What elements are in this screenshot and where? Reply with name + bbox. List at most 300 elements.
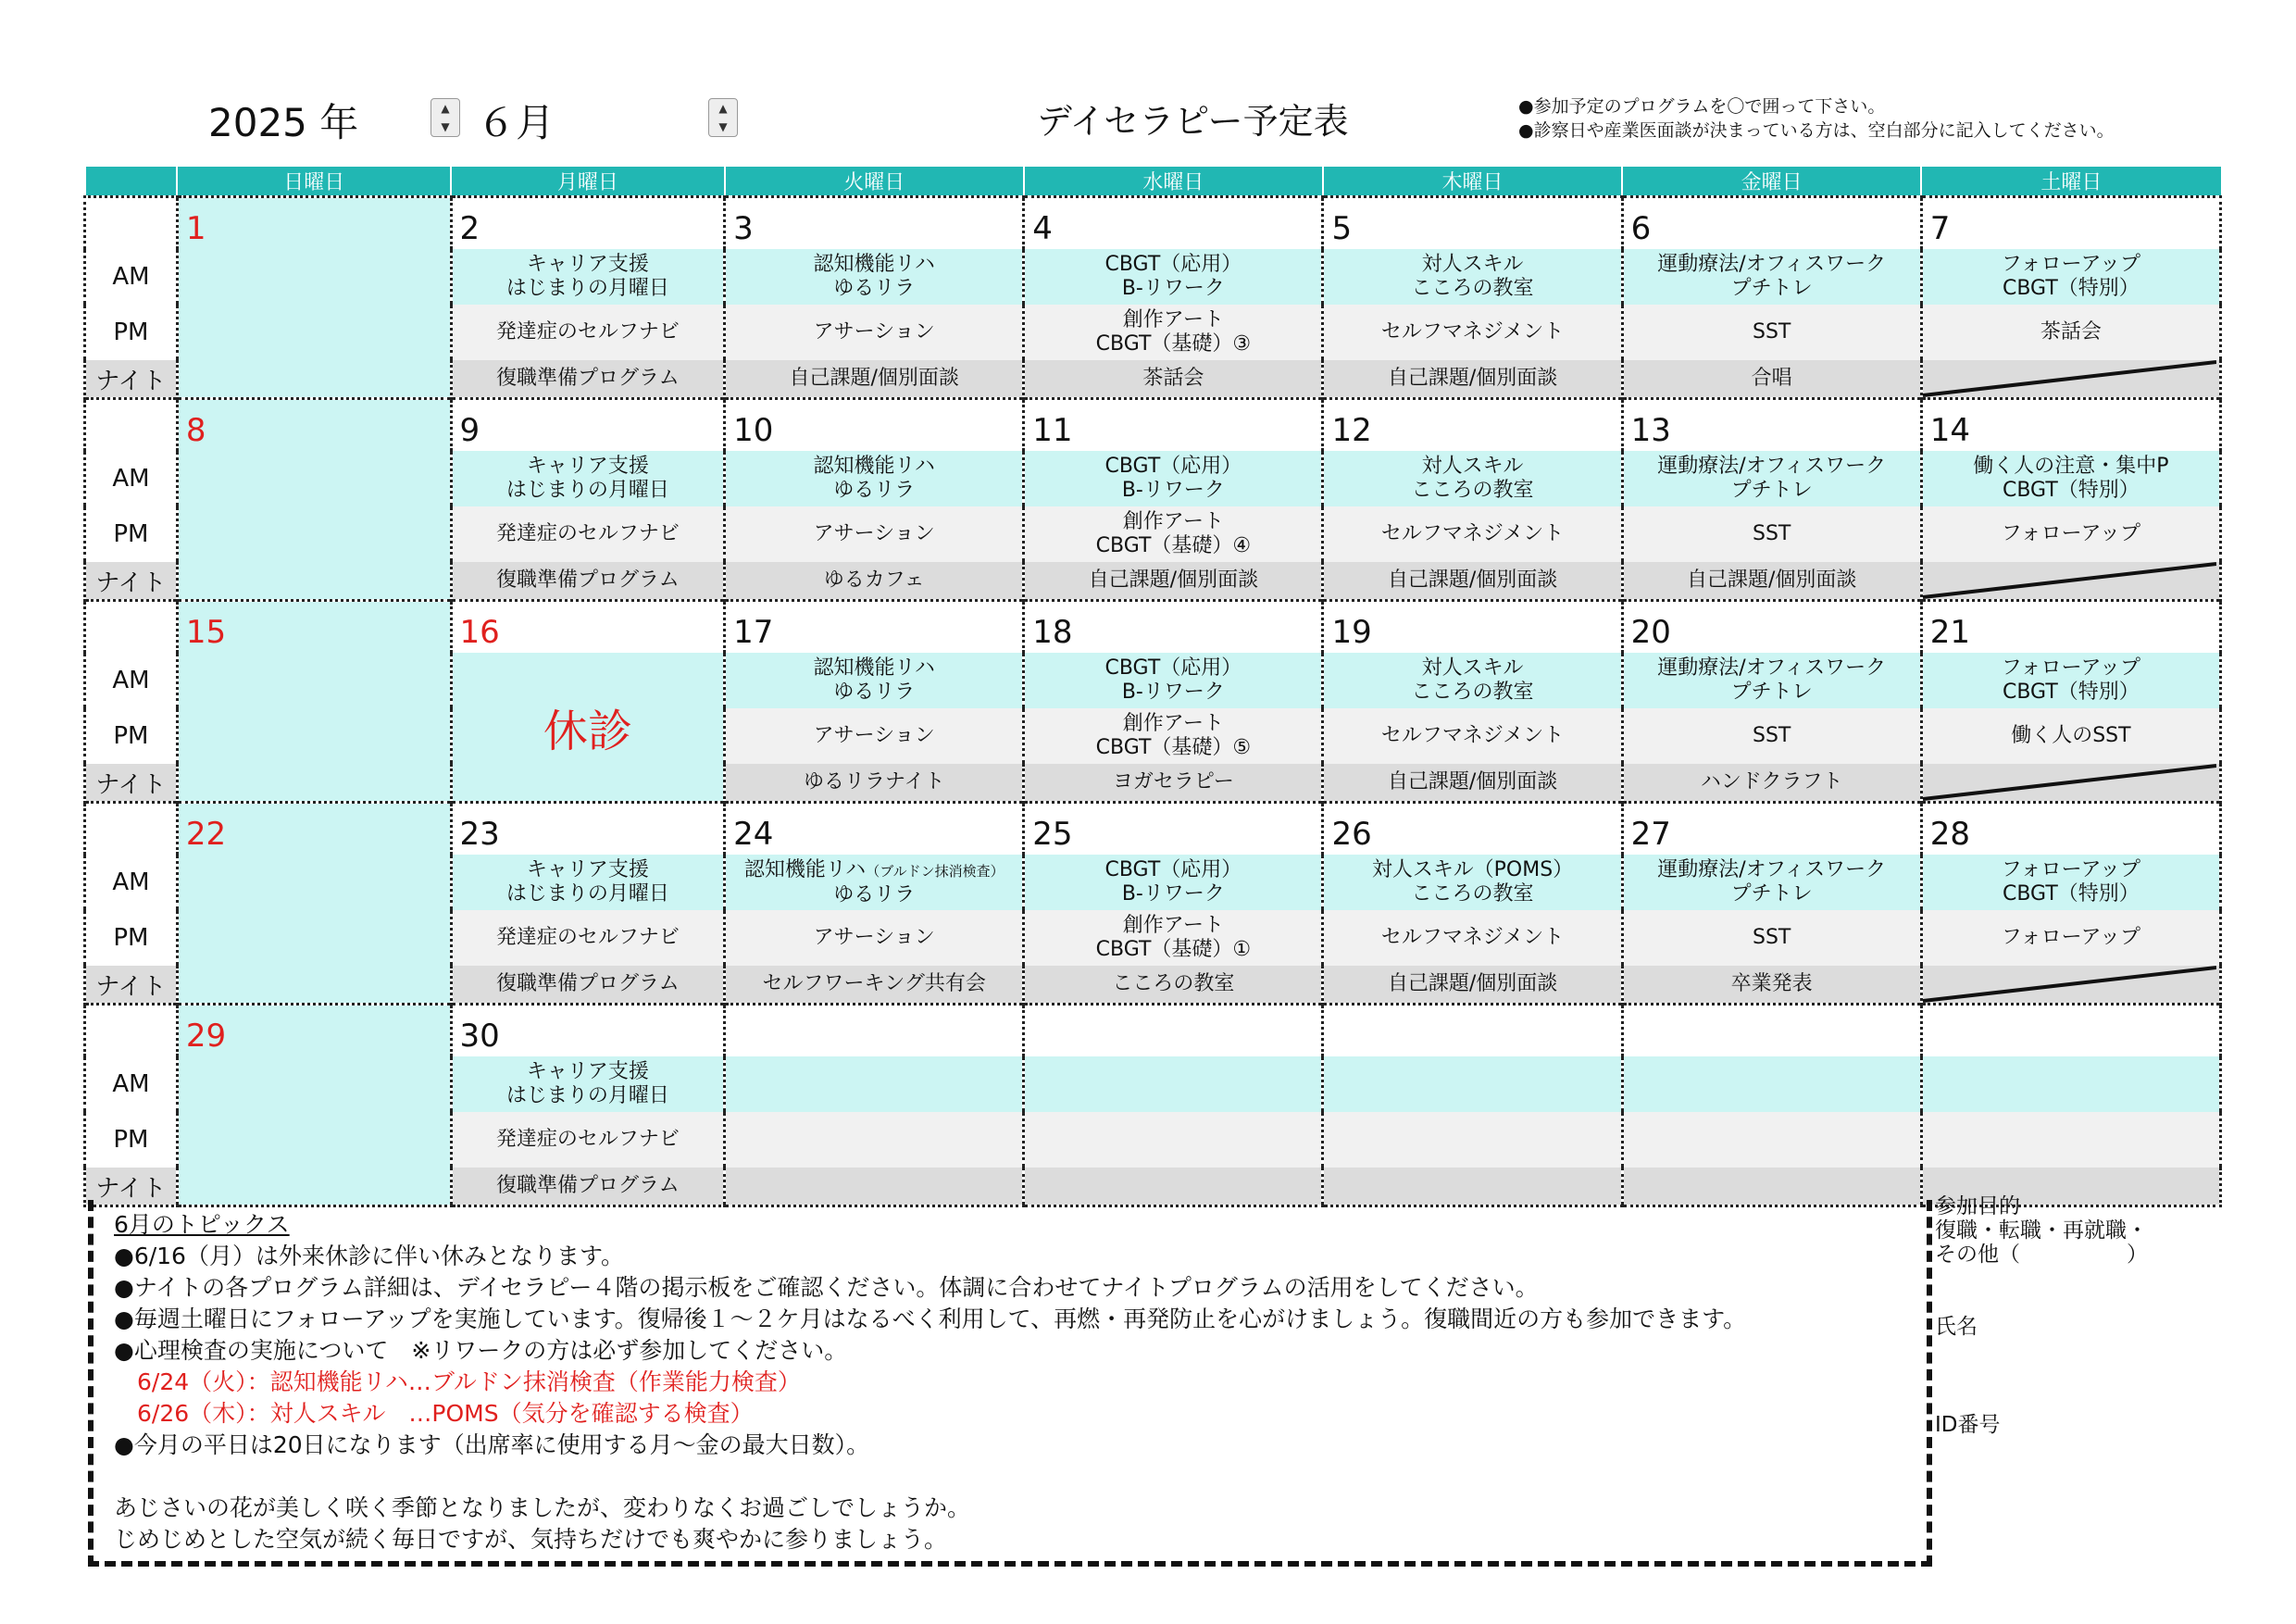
date-number: 22 — [185, 816, 227, 853]
program-cell[interactable] — [1622, 708, 1921, 764]
program-cell[interactable] — [1024, 653, 1323, 708]
program-line: SST — [1753, 926, 1791, 949]
purpose-label: 参加目的 — [1935, 1194, 2020, 1218]
weekday-header: 金曜日 — [1622, 167, 1921, 197]
am-row — [85, 451, 2221, 506]
date-cell — [1323, 399, 1622, 452]
row-label: PM — [85, 1112, 178, 1168]
program-line: 認知機能リハ — [743, 857, 867, 881]
date-number: 8 — [185, 412, 206, 449]
program-cell[interactable] — [725, 966, 1024, 1005]
program-cell[interactable] — [1622, 249, 1921, 305]
program-cell[interactable] — [1921, 910, 2220, 966]
program-cell[interactable] — [1024, 249, 1323, 305]
date-cell — [1024, 399, 1323, 452]
program-cell[interactable] — [1024, 305, 1323, 360]
program-cell[interactable] — [725, 910, 1024, 966]
program-cell[interactable] — [1921, 249, 2220, 305]
program-line: 認知機能リハ — [813, 656, 935, 680]
program-line: 認知機能リハ — [813, 455, 935, 478]
program-cell[interactable] — [1622, 360, 1921, 399]
program-cell[interactable] — [1024, 1112, 1323, 1168]
date-number: 4 — [1032, 210, 1053, 247]
header-blank — [85, 167, 178, 197]
program-line: こころの教室 — [1411, 277, 1534, 300]
program-line: 自己課題/個別面談 — [1686, 568, 1857, 592]
program-line: 茶話会 — [1142, 367, 1204, 390]
program-cell[interactable] — [451, 451, 725, 506]
date-cell — [451, 399, 725, 452]
program-line: 自己課題/個別面談 — [1088, 568, 1259, 592]
program-line: 運動療法/オフィスワーク — [1657, 858, 1887, 881]
program-cell[interactable] — [1323, 653, 1622, 708]
program-line: 創作アート — [1122, 712, 1225, 735]
sunday-cell — [177, 249, 451, 305]
program-cell[interactable] — [1024, 562, 1323, 601]
saturday-night-cell — [1921, 360, 2220, 399]
program-line: 復職準備プログラム — [495, 972, 680, 995]
weekday-header: 火曜日 — [725, 167, 1024, 197]
program-line: フォローアップ — [2001, 522, 2141, 545]
program-cell[interactable] — [725, 305, 1024, 360]
date-number: 5 — [1331, 210, 1353, 247]
program-line: こころの教室 — [1112, 972, 1235, 995]
program-cell[interactable] — [725, 249, 1024, 305]
sunday-cell — [177, 708, 451, 764]
program-cell[interactable] — [1024, 506, 1323, 562]
program-cell[interactable] — [1323, 360, 1622, 399]
night-row — [85, 966, 2221, 1005]
program-cell[interactable] — [725, 1112, 1024, 1168]
program-cell[interactable] — [725, 562, 1024, 601]
program-cell[interactable] — [451, 305, 725, 360]
date-number: 9 — [459, 412, 480, 449]
spin-down-icon[interactable]: ▼ — [441, 120, 450, 133]
date-cell — [1622, 803, 1921, 856]
weekday-header-row — [85, 167, 2221, 197]
date-number: 28 — [1929, 816, 1971, 853]
row-label: PM — [85, 305, 178, 360]
program-line: セルフマネジメント — [1380, 724, 1565, 747]
sunday-cell — [177, 966, 451, 1005]
year-spinner[interactable] — [430, 98, 460, 137]
program-cell[interactable] — [1323, 1112, 1622, 1168]
weekday-header: 水曜日 — [1024, 167, 1323, 197]
night-row — [85, 360, 2221, 399]
date-cell — [725, 803, 1024, 856]
program-line: B-リワーク — [1121, 681, 1225, 704]
date-number: 24 — [733, 816, 774, 853]
program-line: プチトレ — [1730, 277, 1813, 300]
spin-up-icon[interactable]: ▲ — [441, 102, 450, 115]
row-label: PM — [85, 708, 178, 764]
date-cell — [1921, 399, 2220, 452]
program-cell[interactable] — [1323, 1056, 1622, 1112]
pm-row — [85, 910, 2221, 966]
closing-line: じめじめとした空気が続く毎日ですが、気持ちだけでも爽やかに参りましょう。 — [114, 1526, 948, 1553]
row-label: AM — [85, 451, 178, 506]
program-cell[interactable] — [1921, 855, 2220, 910]
program-line: フォローアップ — [2001, 926, 2141, 949]
program-line: 自己課題/個別面談 — [1387, 367, 1558, 390]
program-cell[interactable] — [1024, 855, 1323, 910]
program-line: 運動療法/オフィスワーク — [1657, 455, 1887, 478]
date-cell — [1622, 601, 1921, 654]
year-label: 2025 年 — [208, 100, 359, 145]
program-cell[interactable] — [1622, 653, 1921, 708]
topic-line: ●6/16（月）は外来休診に伴い休みとなります。 — [114, 1243, 624, 1269]
date-cell — [451, 197, 725, 250]
note-line: ●参加予定のプログラムを〇で囲って下さい。 — [1518, 96, 1886, 117]
date-cell — [1323, 601, 1622, 654]
sunday-cell — [177, 360, 451, 399]
am-row — [85, 1056, 2221, 1112]
program-line: 運動療法/オフィスワーク — [1657, 656, 1887, 680]
program-line: こころの教室 — [1411, 479, 1534, 502]
program-line: キャリア支援 — [526, 858, 649, 881]
program-cell[interactable] — [451, 249, 725, 305]
program-cell[interactable] — [1622, 506, 1921, 562]
weekday-header: 日曜日 — [177, 167, 451, 197]
program-cell[interactable] — [1921, 1056, 2220, 1112]
program-line: CBGT（応用） — [1104, 858, 1242, 881]
program-cell[interactable] — [1323, 451, 1622, 506]
row-label: ナイト — [85, 562, 178, 601]
program-cell[interactable] — [1323, 708, 1622, 764]
program-line: アサーション — [813, 724, 935, 747]
row-label: ナイト — [85, 966, 178, 1005]
program-line: アサーション — [813, 320, 935, 344]
date-number: 14 — [1929, 412, 1971, 449]
program-line: セルフマネジメント — [1380, 320, 1565, 344]
program-line: プチトレ — [1730, 882, 1813, 906]
program-line: ゆるリラ — [833, 479, 916, 502]
program-line: 対人スキル（POMS） — [1371, 858, 1574, 881]
program-line: 復職準備プログラム — [495, 568, 680, 592]
program-cell[interactable] — [1622, 451, 1921, 506]
program-line: CBGT（特別） — [2002, 681, 2140, 704]
date-number: 26 — [1331, 816, 1372, 853]
row-label-blank — [85, 803, 178, 856]
program-line: ヨガセラピー — [1112, 770, 1234, 793]
program-line: ゆるリラ — [833, 277, 916, 300]
program-line: CBGT（応用） — [1104, 656, 1242, 680]
closing-line: あじさいの花が美しく咲く季節となりましたが、変わりなくお過ごしでしょうか。 — [114, 1494, 971, 1521]
date-number: 25 — [1032, 816, 1073, 853]
program-line: 自己課題/個別面談 — [789, 367, 959, 390]
program-line: 発達症のセルフナビ — [495, 1128, 680, 1151]
program-line: 復職準備プログラム — [495, 1174, 680, 1197]
program-cell[interactable] — [1622, 1112, 1921, 1168]
program-cell[interactable] — [1323, 249, 1622, 305]
date-cell — [177, 803, 451, 856]
program-line: B-リワーク — [1121, 882, 1225, 906]
program-cell[interactable] — [1622, 910, 1921, 966]
program-line: CBGT（基礎）③ — [1095, 332, 1252, 356]
date-cell — [1323, 1005, 1622, 1057]
date-number: 11 — [1032, 412, 1073, 449]
test-line: 6/26（木）：対人スキル …POMS（気分を確認する検査） — [137, 1400, 754, 1427]
row-label-blank — [85, 601, 178, 654]
row-label: AM — [85, 1056, 178, 1112]
program-cell[interactable] — [1024, 360, 1323, 399]
program-cell[interactable] — [1323, 855, 1622, 910]
program-line: CBGT（応用） — [1104, 253, 1242, 276]
program-line: CBGT（基礎）④ — [1095, 534, 1252, 557]
purpose-options[interactable]: 復職・転職・再就職・ — [1935, 1218, 2148, 1243]
program-cell[interactable] — [1921, 506, 2220, 562]
program-cell[interactable] — [451, 1056, 725, 1112]
program-cell[interactable] — [451, 910, 725, 966]
sunday-cell — [177, 562, 451, 601]
row-label: PM — [85, 910, 178, 966]
program-line: こころの教室 — [1411, 882, 1534, 906]
program-cell[interactable] — [725, 1056, 1024, 1112]
topic-line: ●心理検査の実施について ※リワークの方は必ず参加してください。 — [114, 1337, 848, 1364]
sunday-cell — [177, 305, 451, 360]
program-line: ハンドクラフト — [1700, 770, 1843, 793]
slash-line — [1923, 562, 2216, 599]
program-line: CBGT（応用） — [1104, 455, 1242, 478]
program-line: 認知機能リハ — [813, 253, 935, 276]
date-number: 1 — [185, 210, 206, 247]
sunday-cell — [177, 1056, 451, 1112]
program-cell[interactable] — [725, 360, 1024, 399]
date-cell — [177, 1005, 451, 1057]
program-cell[interactable] — [725, 764, 1024, 803]
date-cell — [1622, 399, 1921, 452]
date-cell — [451, 601, 725, 654]
program-cell[interactable] — [451, 855, 725, 910]
saturday-night-cell — [1921, 966, 2220, 1005]
program-cell[interactable] — [1622, 305, 1921, 360]
date-number: 30 — [459, 1018, 500, 1055]
program-line: キャリア支援 — [526, 253, 649, 276]
program-cell[interactable] — [1921, 451, 2220, 506]
sunday-cell — [177, 764, 451, 803]
program-line: セルフマネジメント — [1380, 926, 1565, 949]
date-number: 10 — [733, 412, 774, 449]
date-cell — [1921, 197, 2220, 250]
program-line: アサーション — [813, 926, 935, 949]
program-cell[interactable] — [725, 451, 1024, 506]
program-line: 創作アート — [1122, 510, 1225, 533]
id-label[interactable]: ID番号 — [1935, 1413, 2001, 1437]
date-number: 2 — [459, 210, 480, 247]
night-row — [85, 562, 2221, 601]
spin-up-icon[interactable]: ▲ — [718, 102, 728, 115]
date-row — [85, 803, 2221, 856]
sunday-cell — [177, 855, 451, 910]
program-cell[interactable] — [1024, 708, 1323, 764]
program-line: SST — [1753, 724, 1791, 747]
program-cell[interactable] — [1024, 910, 1323, 966]
pm-row — [85, 1112, 2221, 1168]
row-label: AM — [85, 249, 178, 305]
program-line: 合唱 — [1751, 367, 1792, 390]
program-cell[interactable] — [451, 966, 725, 1005]
program-line: 創作アート — [1122, 308, 1225, 331]
program-cell[interactable] — [1024, 764, 1323, 803]
date-cell — [725, 399, 1024, 452]
weekday-header: 月曜日 — [451, 167, 725, 197]
weekday-header: 土曜日 — [1921, 167, 2220, 197]
program-line: SST — [1753, 522, 1791, 545]
date-number: 12 — [1331, 412, 1372, 449]
program-cell[interactable] — [725, 506, 1024, 562]
program-cell[interactable] — [451, 506, 725, 562]
program-cell[interactable] — [1024, 451, 1323, 506]
date-number: 3 — [733, 210, 754, 247]
month-label: ６月 — [477, 100, 555, 145]
row-label: AM — [85, 653, 178, 708]
program-line: 自己課題/個別面談 — [1387, 770, 1558, 793]
program-note: （ブルドン抹消検査） — [866, 862, 1004, 880]
program-cell[interactable] — [1024, 1056, 1323, 1112]
program-cell[interactable] — [451, 1112, 725, 1168]
date-row — [85, 399, 2221, 452]
row-label: PM — [85, 506, 178, 562]
slash-line — [1923, 966, 2216, 1003]
program-line: キャリア支援 — [526, 1060, 649, 1083]
program-line: 対人スキル — [1421, 253, 1524, 276]
test-line: 6/24（火）：認知機能リハ…ブルドン抹消検査（作業能力検査） — [137, 1368, 801, 1395]
program-cell[interactable] — [1921, 708, 2220, 764]
program-cell[interactable] — [725, 653, 1024, 708]
weekday-header: 木曜日 — [1323, 167, 1622, 197]
program-line: ゆるリラナイト — [803, 770, 945, 793]
date-cell — [1921, 601, 2220, 654]
date-cell — [1024, 1005, 1323, 1057]
program-cell[interactable] — [1323, 764, 1622, 803]
date-cell — [1024, 803, 1323, 856]
topic-line: ●ナイトの各プログラム詳細は、デイセラピー４階の掲示板をご確認ください。体調に合わせてナイトプログラムの活用をしてください。 — [114, 1274, 1539, 1301]
date-cell — [1323, 197, 1622, 250]
program-cell[interactable] — [1323, 910, 1622, 966]
program-cell[interactable] — [451, 360, 725, 399]
date-number: 15 — [185, 614, 227, 651]
pm-row — [85, 506, 2221, 562]
program-line: 対人スキル — [1421, 455, 1524, 478]
month-spinner[interactable] — [708, 98, 738, 137]
date-cell — [725, 601, 1024, 654]
program-cell[interactable] — [1622, 562, 1921, 601]
row-label: ナイト — [85, 360, 178, 399]
program-line: はじまりの月曜日 — [505, 882, 669, 906]
program-line: はじまりの月曜日 — [505, 479, 669, 502]
program-cell[interactable] — [1024, 966, 1323, 1005]
am-row — [85, 653, 2221, 708]
note-line: ●診察日や産業医面談が決まっている方は、空白部分に記入してください。 — [1518, 120, 2115, 141]
program-line: セルフワーキング共有会 — [762, 972, 986, 995]
date-row — [85, 1005, 2221, 1057]
program-line: プチトレ — [1730, 479, 1813, 502]
header-notes — [1518, 94, 2115, 143]
night-row — [85, 764, 2221, 803]
date-cell — [1921, 803, 2220, 856]
program-line: 働く人の注意・集中P — [1973, 455, 2169, 478]
saturday-night-cell — [1921, 562, 2220, 601]
program-line: セルフマネジメント — [1380, 522, 1565, 545]
program-line: CBGT（特別） — [2002, 882, 2140, 906]
program-line: ゆるリラ — [833, 681, 916, 704]
program-line: フォローアップ — [2001, 253, 2141, 276]
program-line: 運動療法/オフィスワーク — [1657, 253, 1887, 276]
slash-line — [1923, 764, 2216, 801]
sunday-cell — [177, 506, 451, 562]
date-number: 13 — [1630, 412, 1671, 449]
sunday-cell — [177, 653, 451, 708]
program-cell[interactable] — [1622, 966, 1921, 1005]
page-title: デイセラピー予定表 — [1037, 101, 1349, 142]
row-label-blank — [85, 399, 178, 452]
program-line: ゆるリラ — [833, 882, 916, 906]
program-cell[interactable] — [451, 562, 725, 601]
program-cell[interactable] — [1323, 966, 1622, 1005]
date-number: 29 — [185, 1018, 227, 1055]
program-line: プチトレ — [1730, 681, 1813, 704]
program-line: CBGT（基礎）⑤ — [1095, 736, 1252, 759]
name-label[interactable]: 氏名 — [1935, 1315, 1978, 1339]
spin-down-icon[interactable]: ▼ — [718, 120, 728, 133]
am-row — [85, 855, 2221, 910]
program-cell[interactable] — [1622, 855, 1921, 910]
program-line: はじまりの月曜日 — [505, 277, 669, 300]
program-line: はじまりの月曜日 — [505, 1084, 669, 1107]
date-cell — [177, 197, 451, 250]
program-cell[interactable] — [1921, 305, 2220, 360]
saturday-night-cell — [1921, 764, 2220, 803]
holiday-cell: 休診 — [451, 653, 725, 803]
program-cell[interactable] — [1921, 1112, 2220, 1168]
date-number: 17 — [733, 614, 774, 651]
row-label: ナイト — [85, 764, 178, 803]
date-row — [85, 601, 2221, 654]
am-row — [85, 249, 2221, 305]
program-line: 卒業発表 — [1730, 972, 1813, 995]
program-line: アサーション — [813, 522, 935, 545]
program-cell[interactable] — [1323, 506, 1622, 562]
program-line: SST — [1753, 320, 1791, 344]
program-line: フォローアップ — [2001, 656, 2141, 680]
sunday-cell — [177, 910, 451, 966]
date-cell — [451, 1005, 725, 1057]
row-label: ナイト — [85, 1168, 178, 1206]
program-cell[interactable] — [1921, 653, 2220, 708]
slash-line — [1923, 360, 2216, 397]
program-cell[interactable] — [1323, 562, 1622, 601]
program-cell[interactable] — [725, 708, 1024, 764]
program-cell[interactable] — [1622, 764, 1921, 803]
pm-row — [85, 708, 2221, 764]
date-cell — [1024, 197, 1323, 250]
program-cell[interactable] — [1323, 305, 1622, 360]
purpose-other[interactable]: その他（ ） — [1935, 1243, 2148, 1267]
date-cell — [177, 601, 451, 654]
program-line — [726, 858, 1022, 883]
program-line: ゆるカフェ — [823, 568, 925, 592]
program-cell[interactable] — [1622, 1056, 1921, 1112]
topics-box — [88, 1200, 1932, 1567]
date-number: 21 — [1929, 614, 1971, 651]
topic-line: ●毎週土曜日にフォローアップを実施しています。復帰後１～２ケ月はなるべく利用して、再燃・再発防止を心がけましょう。復職間近の方も参加できます。 — [114, 1305, 1747, 1332]
date-cell — [725, 197, 1024, 250]
date-number: 16 — [459, 614, 500, 651]
program-line: B-リワーク — [1121, 277, 1225, 300]
date-cell — [177, 399, 451, 452]
date-number: 23 — [459, 816, 500, 853]
program-cell[interactable] — [725, 855, 1024, 910]
